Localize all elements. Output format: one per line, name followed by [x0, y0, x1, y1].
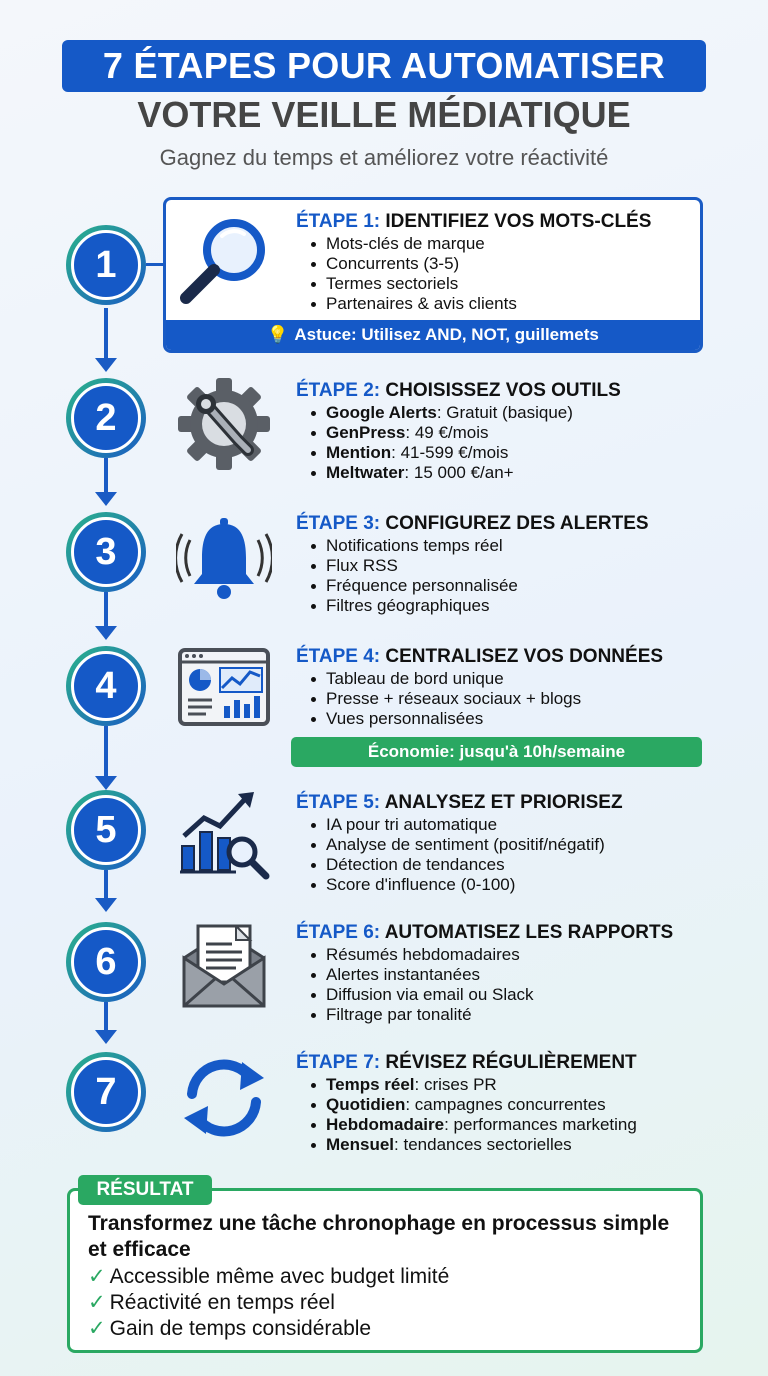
list-item: Tableau de bord unique — [296, 669, 716, 689]
step-5-text — [296, 791, 716, 895]
step-title: ÉTAPE 6: AUTOMATISEZ LES RAPPORTS — [296, 922, 674, 943]
list-item: Score d'influence (0-100) — [296, 875, 716, 895]
list-item: Résumés hebdomadaires — [296, 945, 716, 965]
envelope-document-icon — [176, 918, 272, 1014]
step-title: ÉTAPE 3: CONFIGUREZ DES ALERTES — [296, 513, 649, 534]
step-3-text — [296, 512, 716, 616]
connector-line — [104, 458, 108, 494]
list-item: Temps réel: crises PR — [296, 1075, 716, 1095]
step-title: ÉTAPE 1: IDENTIFIEZ VOS MOTS-CLÉS — [296, 211, 652, 232]
refresh-icon — [176, 1050, 272, 1146]
step-7-text — [296, 1051, 716, 1155]
chart-analysis-icon — [176, 788, 272, 884]
list-item: ✓ Accessible même avec budget limité — [88, 1265, 450, 1288]
step-title: ÉTAPE 7: RÉVISEZ RÉGULIÈREMENT — [296, 1052, 637, 1073]
list-item: Notifications temps réel — [296, 536, 716, 556]
title-line-1: 7 ÉTAPES POUR AUTOMATISER — [62, 40, 706, 92]
step-title: ÉTAPE 5: ANALYSEZ ET PRIORISEZ — [296, 792, 623, 813]
tip-text: Astuce: Utilisez AND, NOT, guillemets — [294, 325, 599, 344]
step-number: 6 — [71, 927, 141, 997]
step-number-badge — [66, 790, 146, 870]
list-item: GenPress: 49 €/mois — [296, 423, 716, 443]
step-list — [296, 945, 716, 1025]
step-number-badge — [66, 225, 146, 305]
list-item: Flux RSS — [296, 556, 716, 576]
connector-line — [146, 263, 164, 266]
connector-line — [104, 308, 108, 360]
arrow-down-icon — [95, 626, 117, 640]
step-2-text — [296, 379, 716, 483]
step-number: 1 — [71, 230, 141, 300]
magnifier-icon — [176, 214, 272, 310]
step-6-text — [296, 921, 716, 1025]
list-item: Mensuel: tendances sectorielles — [296, 1135, 716, 1155]
step-4-text — [296, 645, 716, 729]
list-item: Filtres géographiques — [296, 596, 716, 616]
bell-icon — [176, 510, 272, 606]
arrow-down-icon — [95, 776, 117, 790]
list-item: Fréquence personnalisée — [296, 576, 716, 596]
list-item: Mots-clés de marque — [296, 234, 716, 254]
list-item: Termes sectoriels — [296, 274, 716, 294]
list-item: Partenaires & avis clients — [296, 294, 716, 314]
step-number-badge — [66, 646, 146, 726]
list-item: Alertes instantanées — [296, 965, 716, 985]
list-item: Vues personnalisées — [296, 709, 716, 729]
step-number: 2 — [71, 383, 141, 453]
tip-bar — [166, 320, 700, 350]
step-number: 7 — [71, 1057, 141, 1127]
list-item: Presse + réseaux sociaux + blogs — [296, 689, 716, 709]
check-icon: ✓ — [88, 1291, 106, 1314]
step-title: ÉTAPE 2: CHOISISSEZ VOS OUTILS — [296, 380, 621, 401]
connector-line — [104, 870, 108, 900]
savings-banner: Économie: jusqu'à 10h/semaine — [291, 737, 702, 767]
title-line-2: VOTRE VEILLE MÉDIATIQUE — [137, 94, 631, 135]
arrow-down-icon — [95, 492, 117, 506]
check-icon: ✓ — [88, 1265, 106, 1288]
list-item: Analyse de sentiment (positif/négatif) — [296, 835, 716, 855]
step-list — [296, 536, 716, 616]
step-title: ÉTAPE 4: CENTRALISEZ VOS DONNÉES — [296, 646, 664, 667]
step-number: 5 — [71, 795, 141, 865]
list-item: ✓ Réactivité en temps réel — [88, 1291, 335, 1314]
list-item: Mention: 41-599 €/mois — [296, 443, 716, 463]
step-list — [296, 234, 716, 314]
step-list — [296, 1075, 716, 1155]
connector-line — [104, 592, 108, 628]
result-tag: RÉSULTAT — [78, 1175, 212, 1205]
arrow-down-icon — [95, 1030, 117, 1044]
step-number-badge — [66, 378, 146, 458]
result-headline: Transformez une tâche chronophage en processus simple et efficace — [88, 1212, 670, 1261]
step-number: 3 — [71, 517, 141, 587]
list-item: ✓ Gain de temps considérable — [88, 1317, 372, 1340]
lightbulb-icon: 💡 — [267, 325, 289, 344]
list-item: Détection de tendances — [296, 855, 716, 875]
list-item: IA pour tri automatique — [296, 815, 716, 835]
list-item: Google Alerts: Gratuit (basique) — [296, 403, 716, 423]
arrow-down-icon — [95, 358, 117, 372]
list-item: Concurrents (3-5) — [296, 254, 716, 274]
step-number: 4 — [71, 651, 141, 721]
list-item: Filtrage par tonalité — [296, 1005, 716, 1025]
list-item: Quotidien: campagnes concurrentes — [296, 1095, 716, 1115]
step-number-badge — [66, 922, 146, 1002]
step-1-text — [296, 210, 716, 314]
result-list — [88, 1264, 449, 1342]
arrow-down-icon — [95, 898, 117, 912]
list-item: Diffusion via email ou Slack — [296, 985, 716, 1005]
subtitle: Gagnez du temps et améliorez votre réactivité — [159, 145, 609, 170]
connector-line — [104, 726, 108, 778]
step-number-badge — [66, 512, 146, 592]
step-list — [296, 815, 716, 895]
connector-line — [104, 1002, 108, 1032]
check-icon: ✓ — [88, 1317, 106, 1340]
step-list — [296, 669, 716, 729]
list-item: Meltwater: 15 000 €/an+ — [296, 463, 716, 483]
gear-wrench-icon — [176, 376, 272, 472]
dashboard-icon — [176, 644, 272, 740]
step-number-badge — [66, 1052, 146, 1132]
step-list — [296, 403, 716, 483]
list-item: Hebdomadaire: performances marketing — [296, 1115, 716, 1135]
